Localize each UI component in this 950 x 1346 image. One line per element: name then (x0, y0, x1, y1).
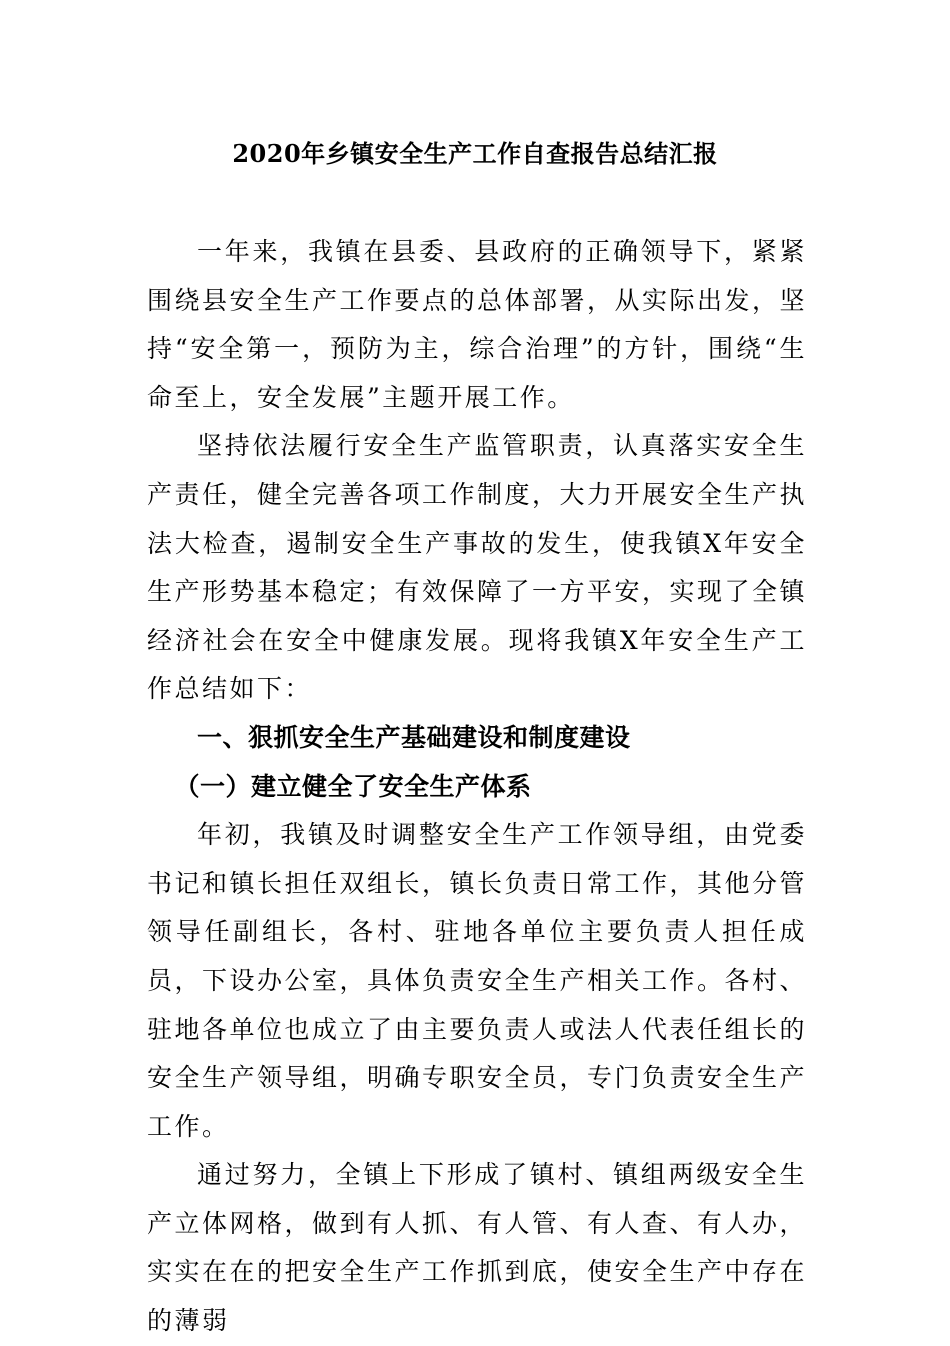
paragraph-grid-network: 通过努力，全镇上下形成了镇村、镇组两级安全生产立体网格，做到有人抓、有人管、有人查、有人办，实实在在的把安全生产工作抓到底，使安全生产中存在的薄弱 (147, 1160, 808, 1336)
subsection-heading-1: （一）建立健全了安全生产体系 (174, 771, 532, 801)
paragraph-duties: 坚持依法履行安全生产监管职责，认真落实安全生产责任，健全完善各项工作制度，大力开展安全生产执法大检查，遏制安全生产事故的发生，使我镇X年安全生产形势基本稳定；有效保障了一方平安，实现了全镇经济社会在安全中健康发展。现将我镇X年安全生产工作总结如下： (147, 431, 808, 704)
paragraph-intro: 一年来，我镇在县委、县政府的正确领导下，紧紧围绕县安全生产工作要点的总体部署，从实际出发，坚持“安全第一，预防为主，综合治理”的方针，围绕“生命至上，安全发展”主题开展工作。 (147, 237, 808, 412)
paragraph-leadership-group: 年初，我镇及时调整安全生产工作领导组，由党委书记和镇长担任双组长，镇长负责日常工作，其他分管领导任副组长，各村、驻地各单位主要负责人担任成员，下设办公室，具体负责安全生产相关工作。各村、驻地各单位也成立了由主要负责人或法人代表任组长的安全生产领导组，明确专职安全员，专门负责安全生产工作。 (147, 820, 808, 1141)
document-body (147, 228, 807, 1346)
document-title: 2020年乡镇安全生产工作自查报告总结汇报 (232, 139, 718, 168)
section-heading-1: 一、狠抓安全生产基础建设和制度建设 (197, 722, 631, 752)
